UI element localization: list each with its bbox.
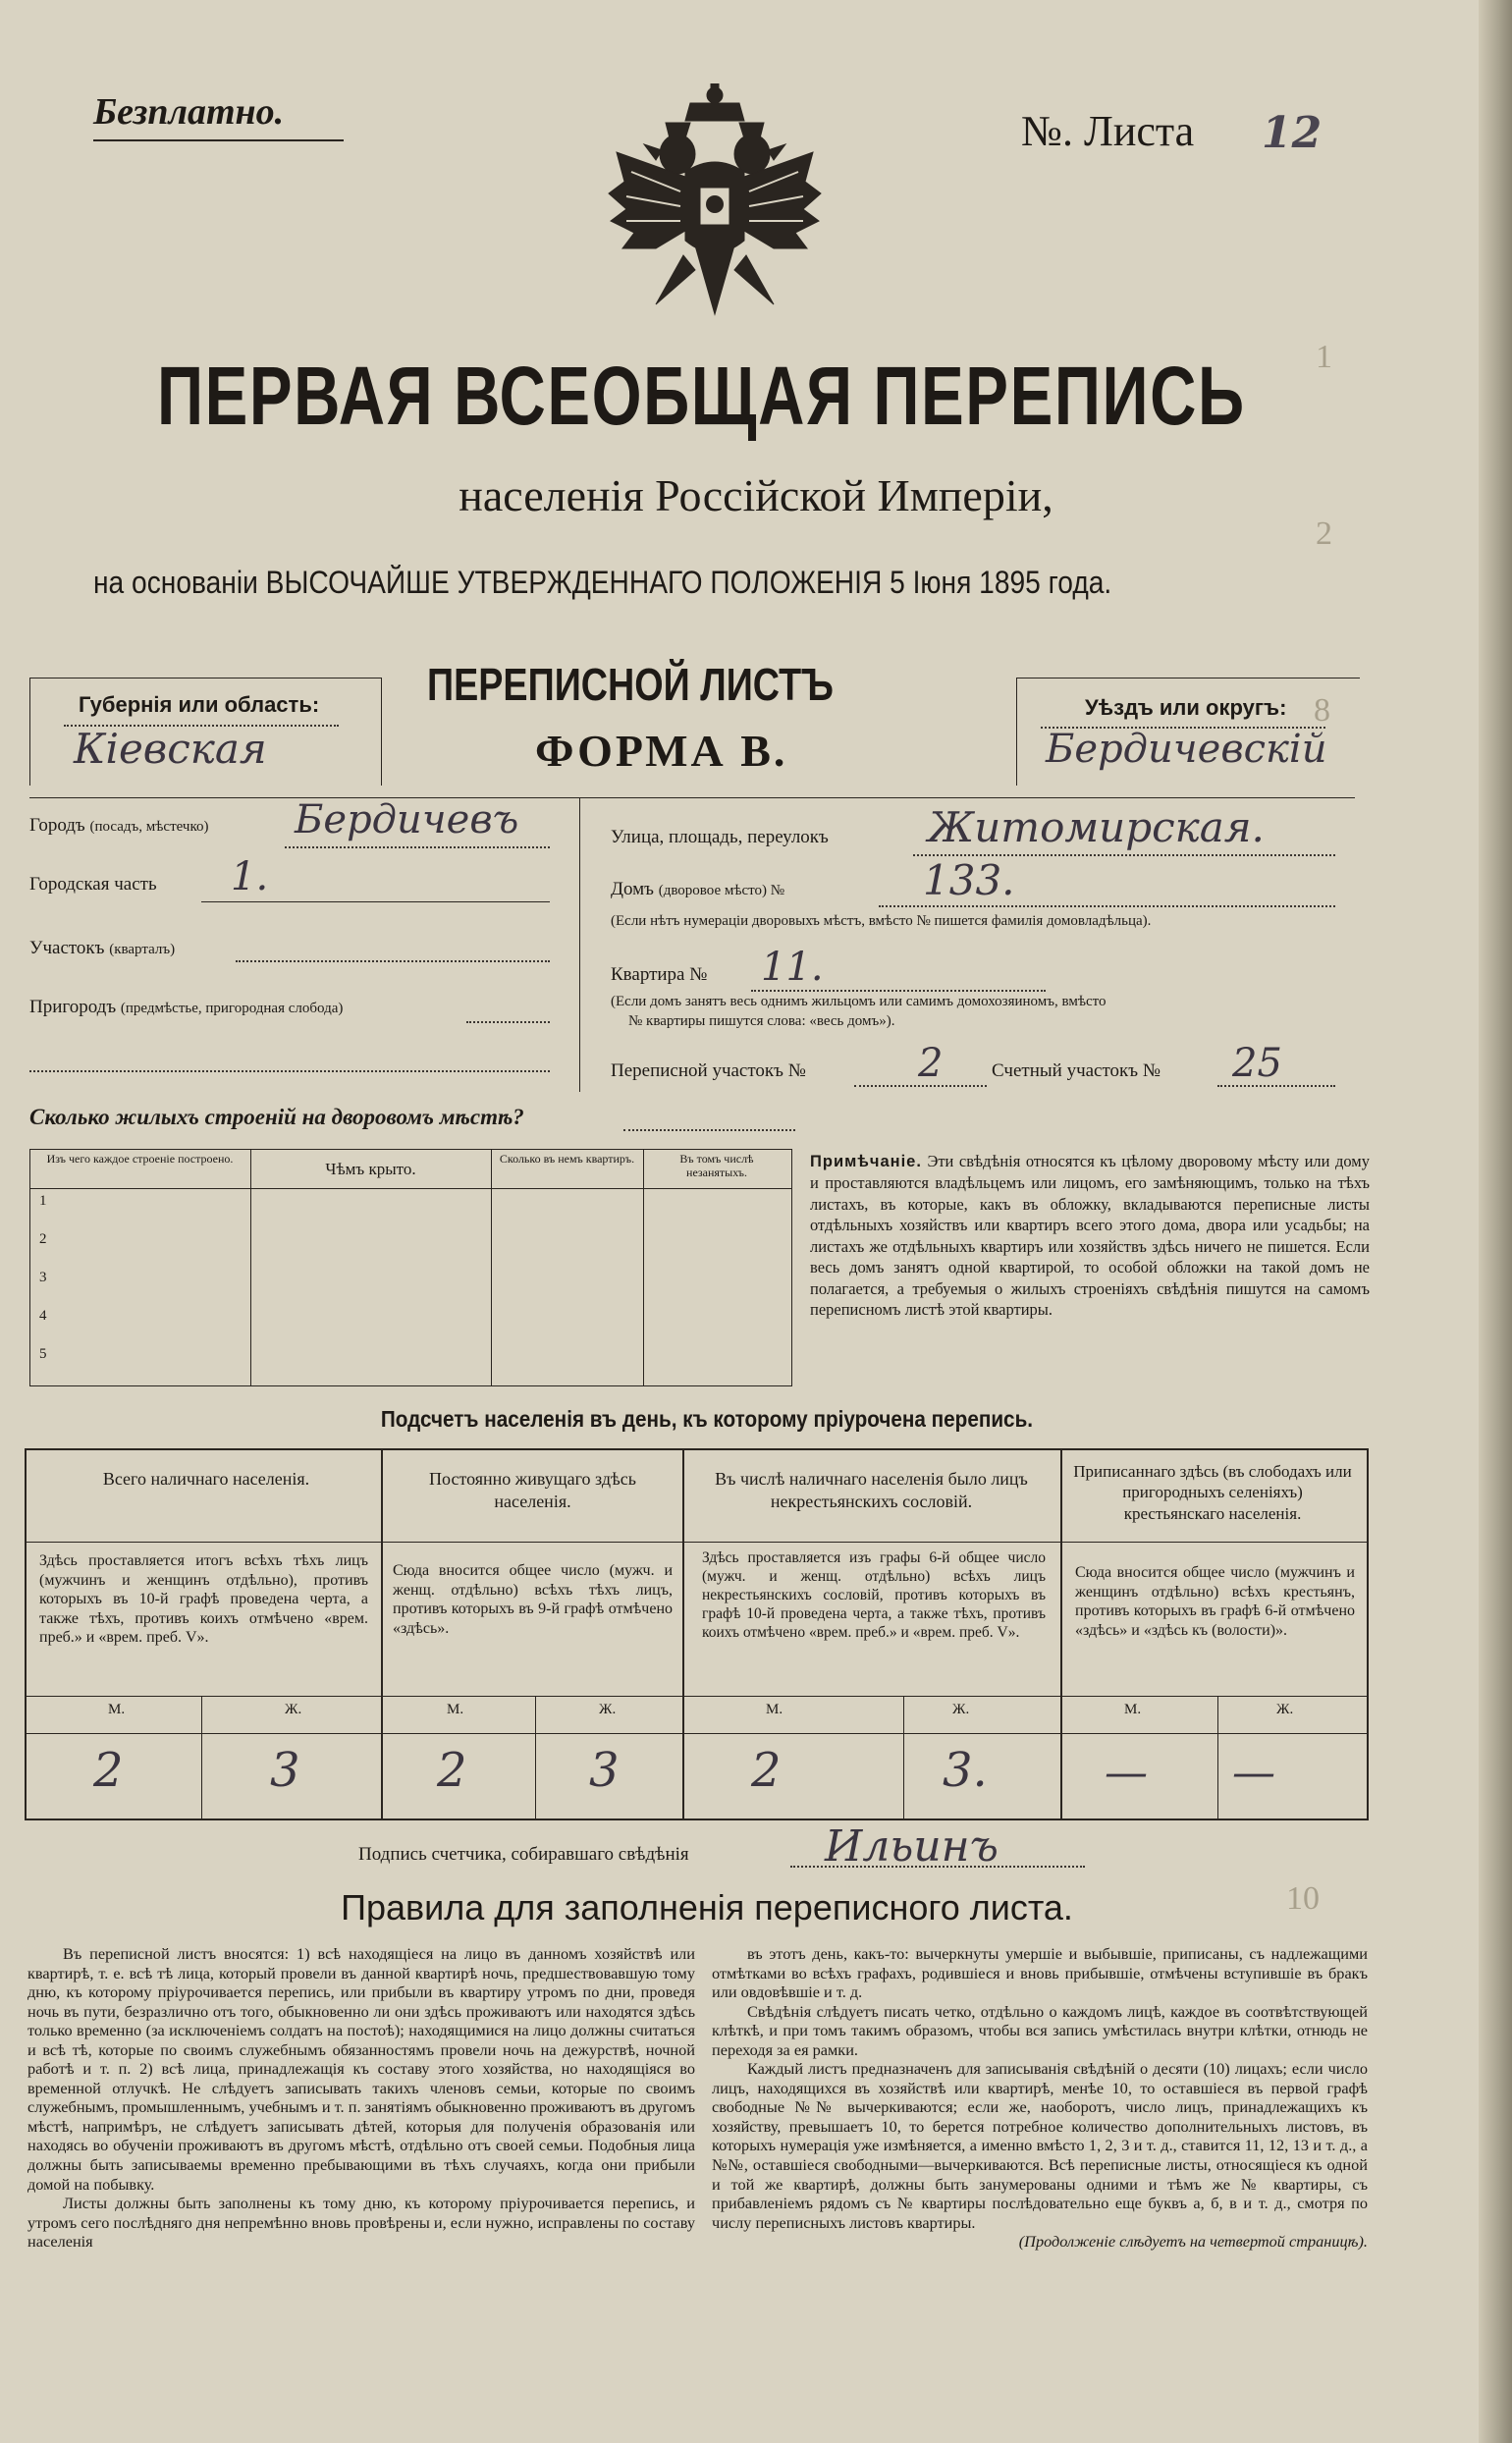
pop-col4-f-value: — [1232,1748,1275,1798]
form-heading: ПЕРЕПИСНОЙ ЛИСТЪ [427,659,834,710]
flat-hint-1: (Если домъ занятъ весь однимъ жильцомъ или самимъ домохозяиномъ, вмѣсто [611,994,1107,1009]
pop-col1-m-label: М. [108,1702,126,1717]
pop-col2-f-label: Ж. [599,1702,617,1717]
city-label: Городъ (посадъ, мѣстечко) [29,815,209,836]
pop-col1-f-label: Ж. [285,1702,302,1717]
pop-col4-m-label: М. [1124,1702,1142,1717]
pop-col4-f-label: Ж. [1276,1702,1294,1717]
buildings-row-number: 5 [39,1346,47,1362]
gubernia-value: Кіевская [74,725,267,773]
uezd-label: Уѣздъ или округъ: [1085,695,1287,720]
city-part-value: 1. [231,854,269,899]
pop-col3-m-label: М. [766,1702,783,1717]
buildings-header-roof: Чѣмъ крыто. [325,1160,416,1178]
buildings-header-vacant: Въ томъ числѣ незанятыхъ. [679,1152,754,1180]
house-hint: (Если нѣтъ нумераціи дворовыхъ мѣстъ, вмѣсто № пишется фамилія домовладѣльца). [611,913,1152,929]
show-through-number: 8 [1314,692,1330,729]
pop-col3-m-value: 2 [751,1743,782,1798]
rules-paragraph: въ этотъ день, какъ-то: вычеркнуты умершіе и выбывшіе, приписаны, съ надлежащими отмѣтками во всѣхъ графахъ, родившіеся и вновь прибывшіе, отмѣчены вступившіе въ бракъ или овдовѣвшіе и т. д. [712,1944,1368,2002]
buildings-row-number: 2 [39,1231,47,1247]
pop-col4-m-value: — [1105,1748,1148,1798]
rules-left-column [27,1944,695,2252]
census-district-label: Переписной участокъ № [611,1060,806,1081]
buildings-row-number: 1 [39,1193,47,1209]
free-label: Безплатно. [93,91,285,133]
free-underline [93,139,344,141]
buildings-row-number: 4 [39,1308,47,1324]
buildings-table [29,1149,792,1386]
note-label: Примѣчаніе. [810,1153,922,1170]
count-district-label: Счетный участокъ № [992,1060,1161,1081]
city-part-label: Городская часть [29,874,157,895]
uchastok-label: Участокъ (кварталъ) [29,938,176,958]
buildings-header-material: Изъ чего каждое строеніе построено. [46,1152,234,1166]
buildings-question: Сколько жилыхъ строеній на дворовомъ мѣстѣ? [29,1105,524,1129]
count-district-value: 25 [1232,1041,1282,1086]
buildings-row-number: 3 [39,1270,47,1285]
house-label: Домъ (дворовое мѣсто) № [611,879,785,899]
signature-label: Подпись счетчика, собиравшаго свѣдѣнія [358,1844,689,1865]
pop-col1-desc: Здѣсь проставляется итогъ всѣхъ тѣхъ лицъ (мужчинъ и женщинъ отдѣльно), противъ которыхъ въ 10-й графѣ проведена черта, а также тѣхъ, противъ коихъ отмѣчено «врем. преб.» и «врем. преб. V». [39,1552,368,1647]
flat-value: 11. [761,945,824,990]
sheet-number-value: 12 [1262,108,1323,158]
show-through-number: 2 [1316,516,1332,552]
form-label: ФОРМА В. [535,726,788,776]
house-value: 133. [923,856,1015,904]
buildings-header-apartments: Сколько въ немъ квартиръ. [499,1152,635,1166]
note-block [810,1151,1370,1321]
pop-col3-header: Въ числѣ наличнаго населенія было лицъ некрестьянскихъ сословій. [715,1469,1028,1511]
rules-paragraph: Каждый листъ предназначенъ для записыванія свѣдѣній о десяти (10) лицахъ; если число лицъ, находящихся въ хозяйствѣ или квартирѣ, менѣе 10, то оставшіеся въ первой графѣ свободные №№ вычеркиваются; если же, наоборотъ, число лицъ, принадлежащихъ къ хозяйству, превышаетъ 10, то берется потребное количество дополнительныхъ листовъ, въ которыхъ нумерація уже измѣняется, а именно вмѣсто 1, 2, 3 и т. д., ставится 11, 12, 13 и т. д., а №№, оставшіеся свободными—вычеркиваются. Всѣ переписные листы, относящіеся къ одной и той же квартирѣ, должны быть занумерованы одними и тѣмъ же № квартиры, съ прибавленіемъ рядомъ съ № квартиры послѣдовательно еще буквъ а, б, в и т. д., смотря по числу переписныхъ листовъ квартиры. [712,2059,1368,2232]
rules-paragraph: Свѣдѣнія слѣдуетъ писать четко, отдѣльно о каждомъ лицѣ, каждое въ соотвѣтствующей клѣткѣ, и при томъ такимъ образомъ, чтобы вся запись умѣстилась внутри клѣтки, отнюдь не переходя за ея рамки. [712,2001,1368,2059]
rules-title: Правила для заполненія переписного листа. [341,1887,1073,1927]
rules-paragraph: Листы должны быть заполнены къ тому дню, къ которому пріурочивается перепись, и утромъ сего послѣдняго дня непремѣнно вновь провѣрены и, если нужно, исправлены по составу населенія [27,2194,695,2252]
note-text: Эти свѣдѣнія относятся къ цѣлому дворовому мѣсту или дому и проставляются владѣльцемъ или лицомъ, его замѣняющимъ, только на тѣхъ листахъ, въ которые, какъ въ обложку, вкладываются переписные листы отдѣльныхъ хозяйствъ или квартиръ всего этого дома, двора или усадьбы; на листахъ же отдѣльныхъ квартиръ или хозяйствъ здѣсь ничего не пишется. Если весь домъ занятъ одной квартирой, то особой обложки на такой домъ не полагается, а требуемыя о жилыхъ строеніяхъ свѣдѣнія пишутся на самомъ переписномъ листѣ этой квартиры. [810,1152,1370,1320]
signature-value: Ильинъ [825,1821,999,1872]
city-value: Бердичевъ [295,797,519,842]
basis-line: на основаніи ВЫСОЧАЙШЕ УТВЕРЖДЕННАГО ПОЛОЖЕНІЯ 5 Іюня 1895 года. [93,565,1112,600]
pop-col1-header: Всего наличнаго населенія. [102,1469,310,1489]
eagle-emblem [597,83,833,339]
pop-col3-f-value: 3. [943,1743,988,1798]
pop-col4-desc: Сюда вносится общее число (мужчинъ и женщинъ отдѣльно) всѣхъ крестьянъ, противъ которыхъ въ графѣ 6-й отмѣчено «здѣсь» и «здѣсь къ (волости)». [1075,1564,1355,1639]
pop-col1-f-value: 3 [270,1743,300,1798]
pop-col1-m-value: 2 [93,1743,124,1798]
uezd-value: Бердичевскій [1046,727,1327,772]
pop-col3-f-label: Ж. [952,1702,970,1717]
rules-right-column [712,1944,1368,2252]
main-title: ПЕРВАЯ ВСЕОБЩАЯ ПЕРЕПИСЬ [157,350,1246,442]
pop-col2-m-value: 2 [437,1743,467,1798]
pop-col4-header: Приписаннаго здѣсь (въ слободахъ или пригородныхъ селеніяхъ) крестьянскаго населенія. [1073,1462,1352,1523]
pop-col2-m-label: М. [447,1702,464,1717]
rules-continued: (Продолженіе слѣдуетъ на четвертой страницѣ). [1018,2232,1368,2252]
gubernia-label: Губернія или область: [79,692,320,717]
flat-label: Квартира № [611,964,708,985]
show-through-number: 1 [1316,339,1332,375]
street-label: Улица, площадь, переулокъ [611,827,829,847]
pop-col2-f-value: 3 [589,1743,620,1798]
flat-hint-2: № квартиры пишутся слова: «весь домъ»). [628,1013,895,1029]
pop-col2-header: Постоянно живущаго здѣсь населенія. [429,1469,636,1511]
pop-col3-desc: Здѣсь проставляется изъ графы 6-й общее число (мужч. и женщ. отдѣльно) всѣхъ лицъ некрестьянскихъ сословій, противъ которыхъ въ графѣ 10-й проведена черта, а также тѣхъ, противъ коихъ отмѣчено «врем. преб.» и «врем. преб. V». [702,1549,1046,1641]
paper-edge [1479,0,1512,2443]
prigorod-label: Пригородъ (предмѣстье, пригородная слобода) [29,997,344,1017]
street-value: Житомирская. [928,803,1265,851]
pop-col2-desc: Сюда вносится общее число (мужч. и женщ. отдѣльно) всѣхъ тѣхъ лицъ, противъ которыхъ въ 9-й графѣ отмѣчено «здѣсь». [393,1562,673,1637]
rules-paragraph: Въ переписной листъ вносятся: 1) всѣ находящіеся на лицо въ данномъ хозяйствѣ или квартирѣ, т. е. всѣ тѣ лица, который провели въ данной квартирѣ ночь, предшествовавшую тому дню, къ которому пріурочивается перепись, или прибыли въ квартиру утромъ по дни, проведя ночь въ пути, безразлично отъ того, обыкновенно ли они здѣсь проживаютъ или находятся здѣсь только временно (за исключеніемъ солдатъ на постоѣ); находящимися на лицо должны считаться и всѣ тѣ, которые по своимъ служебнымъ обязанностямъ провели ночь на дежурствѣ, ночной работѣ и т. п. 2) всѣ лица, принадлежащія къ составу этого хозяйства, но находящіяся во временной отлучкѣ. Не слѣдуетъ записывать такихъ членовъ семьи, которые по своимъ служебнымъ, промышленнымъ, учебнымъ и т. п. занятіямъ обыкновенно проживаютъ въ другомъ мѣстѣ, напримѣръ, не слѣдуетъ записывать дѣтей, которыя для полученія образованія или находясь во обученіи проживаютъ въ другомъ мѣстѣ, отдѣльно отъ своей семьи. Подобныя лица должны быть записываемы временно пребывающими въ тѣхъ случаяхъ, когда они прибыли домой на побывку. [27,1944,695,2194]
subtitle: населенія Россійской Имперіи, [459,470,1053,520]
census-district-value: 2 [918,1041,944,1086]
sheet-number-label: №. Листа [1021,107,1195,155]
show-through-number: 10 [1286,1880,1320,1917]
population-title: Подсчетъ населенія въ день, къ которому пріурочена перепись. [380,1406,1034,1432]
